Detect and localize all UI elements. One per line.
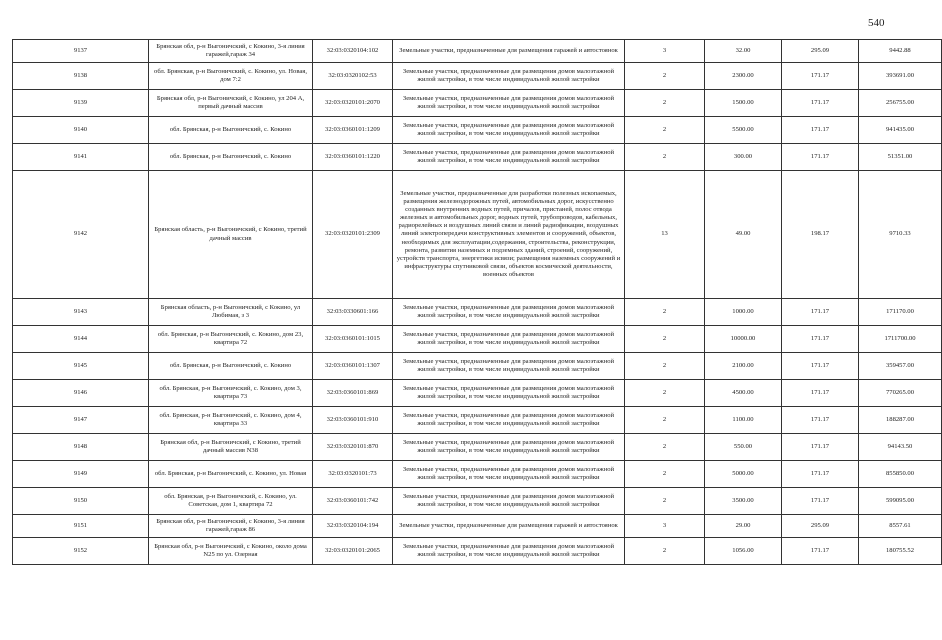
cell-address: Брянская обл, р-н Выгоничский, с Кокино, 3-я линия гаражей,гараж 34	[149, 40, 313, 63]
cell-address: Брянская обл, р-н Выгоничский, с Кокино, около дома N25 по ул. Озерная	[149, 538, 313, 565]
cell-area: 1500.00	[705, 90, 782, 117]
cell-number: 9145	[13, 353, 149, 380]
cell-number: 9137	[13, 40, 149, 63]
cell-cadastral-value: 171170.00	[859, 299, 942, 326]
cell-address: обл. Брянская, р-н Выгоничский, с. Кокино, ул. Новая	[149, 461, 313, 488]
cell-specific-value: 171.17	[782, 90, 859, 117]
cell-permitted-use: Земельные участки, предназначенные для размещения гаражей и автостоянок	[393, 40, 625, 63]
cell-address: обл. Брянская, р-н Выгоничский, с. Кокино	[149, 117, 313, 144]
table-row	[13, 90, 942, 117]
cell-permitted-use: Земельные участки, предназначенные для размещения домов малоэтажной жилой застройки, в том числе индивидуальной жилой застройки	[393, 326, 625, 353]
cell-group: 2	[625, 326, 705, 353]
cell-cadastral-number: 32:03:0360101:910	[313, 407, 393, 434]
cell-number: 9138	[13, 63, 149, 90]
cell-address: обл. Брянская, р-н Выгоничский, с. Кокино, ул. Новая, дом 7:2	[149, 63, 313, 90]
table-body	[13, 40, 942, 565]
table-row	[13, 434, 942, 461]
cell-address: Брянская обл, р-н Выгоничский, с Кокино, ул 204 А, первый дачный массив	[149, 90, 313, 117]
cell-permitted-use: Земельные участки, предназначенные для разработки полезных ископаемых, размещения железнодорожных путей, автомобильных дорог, искусственно созданных внутренних водных путей, причалов, пристаней, полос отвода железных и автомобильных дорог, водных путей, трубопроводов, кабельных, радиорелейных и воздушных линий связи и линий радиофикации, воздушных линий электропередачи конструктивных элементов и сооружений, объектов, необходимых для эксплуатации,содержания, строительства, реконструкции, ремонта, развития наземных и подземных зданий, строений, сооружений, устройств транспорта, энергетики исвязи; размещения наземных сооружений и инфраструктуры спутниковой связи, объектов космической деятельности, военных объектов	[393, 171, 625, 299]
cell-area: 1100.00	[705, 407, 782, 434]
table-row	[13, 63, 942, 90]
cell-group: 2	[625, 407, 705, 434]
cell-cadastral-number: 32:03:0320104:102	[313, 40, 393, 63]
cell-group: 2	[625, 90, 705, 117]
cell-specific-value: 295.09	[782, 40, 859, 63]
cell-area: 5000.00	[705, 461, 782, 488]
cell-number: 9148	[13, 434, 149, 461]
cell-number: 9139	[13, 90, 149, 117]
cell-specific-value: 171.17	[782, 380, 859, 407]
cell-permitted-use: Земельные участки, предназначенные для размещения гаражей и автостоянок	[393, 515, 625, 538]
cell-address: Брянская обл, р-н Выгоничский, с Кокино, 3-я линия гаражей,гараж 86	[149, 515, 313, 538]
cell-area: 300.00	[705, 144, 782, 171]
cell-permitted-use: Земельные участки, предназначенные для размещения домов малоэтажной жилой застройки, в том числе индивидуальной жилой застройки	[393, 353, 625, 380]
cell-area: 4500.00	[705, 380, 782, 407]
cell-permitted-use: Земельные участки, предназначенные для размещения домов малоэтажной жилой застройки, в том числе индивидуальной жилой застройки	[393, 488, 625, 515]
table-row	[13, 117, 942, 144]
cell-group: 2	[625, 380, 705, 407]
cell-cadastral-number: 32:03:0360101:869	[313, 380, 393, 407]
cell-cadastral-value: 9710.33	[859, 171, 942, 299]
table-row	[13, 461, 942, 488]
cell-group: 2	[625, 488, 705, 515]
cell-address: обл. Брянская, р-н Выгоничский, с. Кокино, дом 23, квартира 72	[149, 326, 313, 353]
cell-number: 9143	[13, 299, 149, 326]
cell-number: 9144	[13, 326, 149, 353]
cell-permitted-use: Земельные участки, предназначенные для размещения домов малоэтажной жилой застройки, в том числе индивидуальной жилой застройки	[393, 144, 625, 171]
cell-specific-value: 171.17	[782, 144, 859, 171]
cell-permitted-use: Земельные участки, предназначенные для размещения домов малоэтажной жилой застройки, в том числе индивидуальной жилой застройки	[393, 434, 625, 461]
cell-number: 9140	[13, 117, 149, 144]
table-row	[13, 326, 942, 353]
cell-address: Брянская область, р-н Выгоничский, с Кокино, третий дачный массив	[149, 171, 313, 299]
cell-address: обл. Брянская, р-н Выгоничский, с. Кокино	[149, 353, 313, 380]
cell-cadastral-number: 32:03:0360101:1015	[313, 326, 393, 353]
cell-area: 1056.00	[705, 538, 782, 565]
cell-group: 2	[625, 538, 705, 565]
cell-area: 32.00	[705, 40, 782, 63]
table-row	[13, 488, 942, 515]
cell-address: обл. Брянская, р-н Выгоничский, с. Кокино, ул. Советская, дом 1, квартира 72	[149, 488, 313, 515]
cell-permitted-use: Земельные участки, предназначенные для размещения домов малоэтажной жилой застройки, в том числе индивидуальной жилой застройки	[393, 117, 625, 144]
cell-cadastral-number: 32:03:0320101:73	[313, 461, 393, 488]
cell-cadastral-number: 32:03:0320101:2309	[313, 171, 393, 299]
table-row	[13, 515, 942, 538]
cell-cadastral-number: 32:03:0320102:53	[313, 63, 393, 90]
cell-group: 2	[625, 434, 705, 461]
cell-specific-value: 171.17	[782, 326, 859, 353]
cell-cadastral-value: 8557.61	[859, 515, 942, 538]
cell-permitted-use: Земельные участки, предназначенные для размещения домов малоэтажной жилой застройки, в том числе индивидуальной жилой застройки	[393, 538, 625, 565]
cell-cadastral-number: 32:03:0320101:2065	[313, 538, 393, 565]
cell-area: 3500.00	[705, 488, 782, 515]
cell-group: 2	[625, 144, 705, 171]
cell-address: обл. Брянская, р-н Выгоничский, с. Кокино, дом 4, квартира 33	[149, 407, 313, 434]
cell-number: 9149	[13, 461, 149, 488]
cell-permitted-use: Земельные участки, предназначенные для размещения домов малоэтажной жилой застройки, в том числе индивидуальной жилой застройки	[393, 63, 625, 90]
cell-cadastral-value: 599095.00	[859, 488, 942, 515]
cell-area: 29.00	[705, 515, 782, 538]
cell-cadastral-number: 32:03:0360101:1307	[313, 353, 393, 380]
table-row	[13, 353, 942, 380]
cell-group: 2	[625, 353, 705, 380]
cell-specific-value: 171.17	[782, 299, 859, 326]
table-row	[13, 171, 942, 299]
cell-number: 9146	[13, 380, 149, 407]
cell-number: 9152	[13, 538, 149, 565]
cell-cadastral-number: 32:03:0320104:194	[313, 515, 393, 538]
table-row	[13, 40, 942, 63]
cell-number: 9142	[13, 171, 149, 299]
cell-group: 2	[625, 63, 705, 90]
land-plot-table	[12, 39, 942, 565]
cell-area: 550.00	[705, 434, 782, 461]
page-number: 540	[868, 17, 885, 29]
cell-group: 3	[625, 515, 705, 538]
cell-specific-value: 171.17	[782, 63, 859, 90]
cell-cadastral-value: 188287.00	[859, 407, 942, 434]
cell-address: Брянская обл, р-н Выгоничский, с Кокино, третий дачный массив N38	[149, 434, 313, 461]
cell-area: 2300.00	[705, 63, 782, 90]
cell-cadastral-number: 32:03:0330601:166	[313, 299, 393, 326]
cell-cadastral-number: 32:03:0360101:1220	[313, 144, 393, 171]
cell-specific-value: 171.17	[782, 488, 859, 515]
cell-area: 5500.00	[705, 117, 782, 144]
cell-cadastral-value: 770265.00	[859, 380, 942, 407]
cell-cadastral-value: 256755.00	[859, 90, 942, 117]
cell-permitted-use: Земельные участки, предназначенные для размещения домов малоэтажной жилой застройки, в том числе индивидуальной жилой застройки	[393, 90, 625, 117]
cell-specific-value: 171.17	[782, 353, 859, 380]
cell-cadastral-value: 9442.88	[859, 40, 942, 63]
cell-cadastral-number: 32:03:0360101:1209	[313, 117, 393, 144]
cell-cadastral-number: 32:03:0360101:742	[313, 488, 393, 515]
cell-specific-value: 171.17	[782, 461, 859, 488]
cell-address: обл. Брянская, р-н Выгоничский, с. Кокино, дом 3, квартира 73	[149, 380, 313, 407]
cell-permitted-use: Земельные участки, предназначенные для размещения домов малоэтажной жилой застройки, в том числе индивидуальной жилой застройки	[393, 380, 625, 407]
cell-permitted-use: Земельные участки, предназначенные для размещения домов малоэтажной жилой застройки, в том числе индивидуальной жилой застройки	[393, 407, 625, 434]
cell-group: 2	[625, 117, 705, 144]
cell-specific-value: 171.17	[782, 117, 859, 144]
cell-cadastral-value: 1711700.00	[859, 326, 942, 353]
cell-area: 2100.00	[705, 353, 782, 380]
cell-cadastral-value: 855850.00	[859, 461, 942, 488]
table-row	[13, 538, 942, 565]
cell-number: 9147	[13, 407, 149, 434]
cell-specific-value: 198.17	[782, 171, 859, 299]
cell-cadastral-value: 393691.00	[859, 63, 942, 90]
cell-area: 10000.00	[705, 326, 782, 353]
cell-specific-value: 171.17	[782, 434, 859, 461]
cell-number: 9141	[13, 144, 149, 171]
cell-specific-value: 295.09	[782, 515, 859, 538]
table-row	[13, 299, 942, 326]
cell-area: 49.00	[705, 171, 782, 299]
cell-cadastral-number: 32:03:0320101:2070	[313, 90, 393, 117]
cell-address: Брянская область, р-н Выгоничский, с Кокино, ул Любимая, з 3	[149, 299, 313, 326]
cell-permitted-use: Земельные участки, предназначенные для размещения домов малоэтажной жилой застройки, в том числе индивидуальной жилой застройки	[393, 299, 625, 326]
cell-number: 9151	[13, 515, 149, 538]
cell-group: 2	[625, 461, 705, 488]
cell-cadastral-value: 51351.00	[859, 144, 942, 171]
cell-cadastral-number: 32:03:0320101:870	[313, 434, 393, 461]
cell-group: 13	[625, 171, 705, 299]
cell-group: 3	[625, 40, 705, 63]
table-row	[13, 144, 942, 171]
cell-specific-value: 171.17	[782, 407, 859, 434]
cell-cadastral-value: 180755.52	[859, 538, 942, 565]
cell-number: 9150	[13, 488, 149, 515]
cell-cadastral-value: 359457.00	[859, 353, 942, 380]
table-row	[13, 380, 942, 407]
cell-cadastral-value: 94143.50	[859, 434, 942, 461]
cell-permitted-use: Земельные участки, предназначенные для размещения домов малоэтажной жилой застройки, в том числе индивидуальной жилой застройки	[393, 461, 625, 488]
cell-address: обл. Брянская, р-н Выгоничский, с. Кокино	[149, 144, 313, 171]
cell-group: 2	[625, 299, 705, 326]
table-row	[13, 407, 942, 434]
cell-area: 1000.00	[705, 299, 782, 326]
cell-cadastral-value: 941435.00	[859, 117, 942, 144]
cell-specific-value: 171.17	[782, 538, 859, 565]
